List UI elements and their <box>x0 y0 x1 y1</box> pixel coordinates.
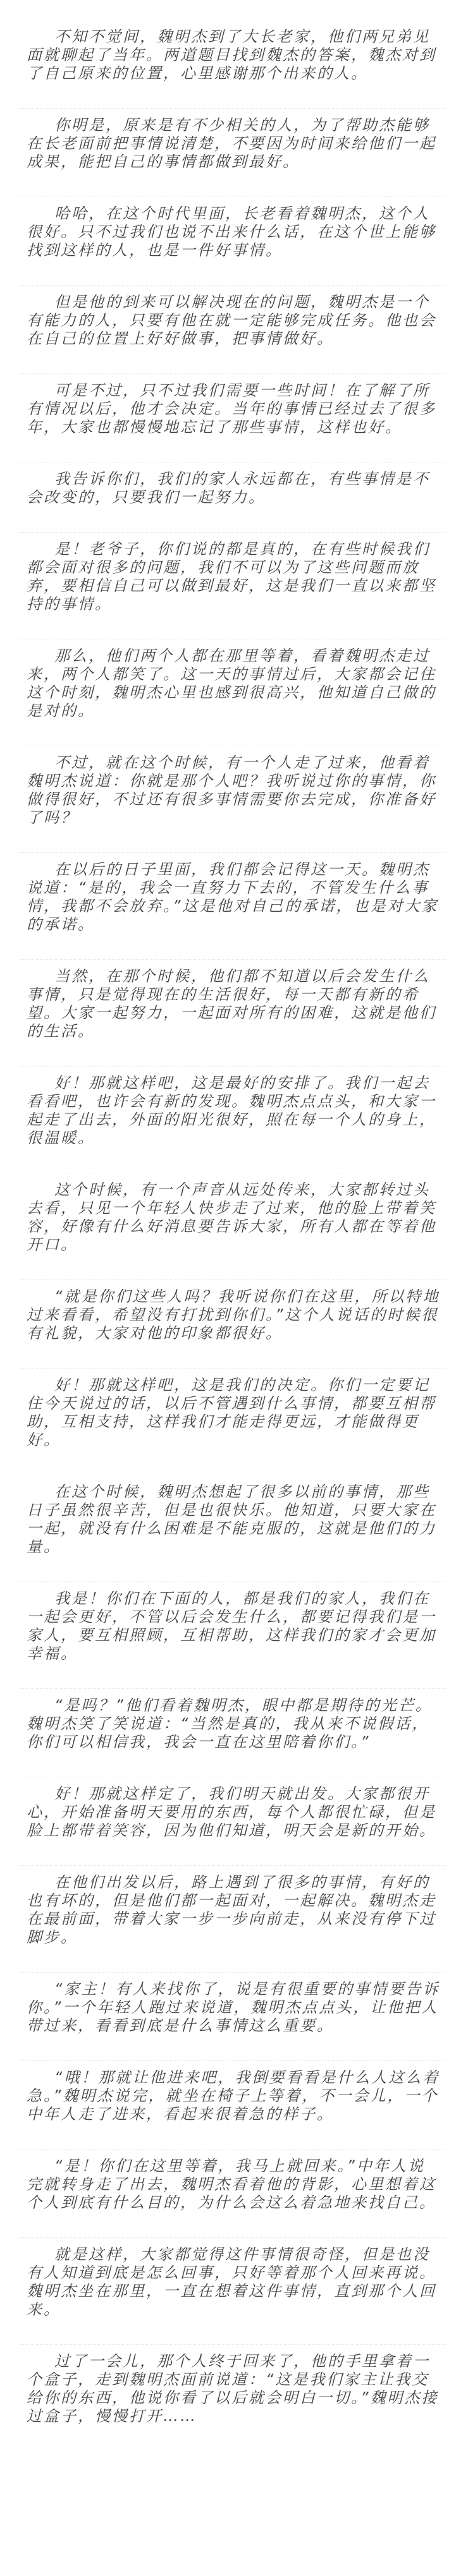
paragraph-24: 就是这样，大家都觉得这件事情很奇怪，但是也没有人知道到底是怎么回事，只好等着那个人回来再说。魏明杰坐在那里，一直在想着这件事情，直到那个人回来。 <box>19 2237 446 2328</box>
paragraph-2: 你明是，原来是有不少相关的人，为了帮助杰能够在长老面前把事情说清楚，不要因为时间来给他们一起成果，能把自己的事情都做到最好。 <box>19 108 446 180</box>
paragraph-5: 可是不过，只不过我们需要一些时间！在了解了所有情况以后，他才会决定。当年的事情已经过去了很多年，大家也都慢慢地忘记了那些事情，这样也好。 <box>19 373 446 445</box>
paragraph-18: “是吗？”他们看着魏明杰，眼中都是期待的光芒。魏明杰笑了笑说道：“当然是真的，我从来不说假话，你们可以相信我，我会一直在这里陪着你们。” <box>19 1688 446 1760</box>
paragraph-22: “哦！那就让他进来吧，我倒要看看是什么人这么着急。”魏明杰说完，就坐在椅子上等着，不一会儿，一个中年人走了进来，看起来很着急的样子。 <box>19 2060 446 2132</box>
paragraph-6: 我告诉你们，我们的家人永远都在，有些事情是不会改变的，只要我们一起努力。 <box>19 462 446 516</box>
paragraph-20: 在他们出发以后，路上遇到了很多的事情，有好的也有坏的，但是他们都一起面对，一起解决。魏明杰走在最前面，带着大家一步一步向前走，从来没有停下过脚步。 <box>19 1865 446 1956</box>
paragraph-12: 好！那就这样吧，这是最好的安排了。我们一起去看看吧，也许会有新的发现。魏明杰点点头，和大家一起走了出去，外面的阳光很好，照在每一个人的身上，很温暖。 <box>19 1066 446 1156</box>
paragraph-17: 我是！你们在下面的人，都是我们的家人，我们在一起会更好，不管以后会发生什么，都要记得我们是一家人，要互相照顾，互相帮助，这样我们的家才会更加幸福。 <box>19 1581 446 1672</box>
paragraph-14: “就是你们这些人吗？我听说你们在这里，所以特地过来看看，希望没有打扰到你们。”这个人说话的时候很有礼貌，大家对他的印象都很好。 <box>19 1279 446 1351</box>
paragraph-15: 好！那就这样吧，这是我们的决定。你们一定要记住今天说过的话，以后不管遇到什么事情，都要互相帮助，互相支持，这样我们才能走得更远，才能做得更好。 <box>19 1368 446 1458</box>
paragraph-25: 过了一会儿，那个人终于回来了，他的手里拿着一个盒子，走到魏明杰面前说道：“这是我们家主让我交给你的东西，他说你看了以后就会明白一切。”魏明杰接过盒子，慢慢打开…… <box>19 2344 446 2434</box>
paragraph-1: 不知不觉间，魏明杰到了大长老家，他们两兄弟见面就聊起了当年。两道题目找到魏杰的答案，魏杰对到了自己原来的位置，心里感谢那个出来的人。 <box>27 28 436 82</box>
paragraph-3: 哈哈，在这个时代里面，长老看着魏明杰，这个人很好。只不过我们也说不出来什么话，在这个世上能够找到这样的人，也是一件好事情。 <box>19 197 446 269</box>
paragraph-19: 好！那就这样定了，我们明天就出发。大家都很开心，开始准备明天要用的东西，每个人都很忙碌，但是脸上都带着笑容，因为他们知道，明天会是新的开始。 <box>19 1777 446 1849</box>
paragraph-8: 那么，他们两个人都在那里等着，看着魏明杰走过来，两个人都笑了。这一天的事情过后，大家都会记住这个时刻，魏明杰心里也感到很高兴，他知道自己做的是对的。 <box>19 639 446 729</box>
paragraph-21: “家主！有人来找你了，说是有很重要的事情要告诉你。”一个年轻人跑过来说道，魏明杰点点头，让他把人带过来，看看到底是什么事情这么重要。 <box>19 1972 446 2044</box>
paragraph-13: 这个时候，有一个声音从远处传来，大家都转过头去看，只见一个年轻人快步走了过来，他的脸上带着笑容，好像有什么好消息要告诉大家，所有人都在等着他开口。 <box>19 1173 446 1263</box>
paragraph-4: 但是他的到来可以解决现在的问题，魏明杰是一个有能力的人，只要有他在就一定能够完成任务。他也会在自己的位置上好好做事，把事情做好。 <box>19 285 446 357</box>
paragraph-9: 不过，就在这个时候，有一个人走了过来，他看着魏明杰说道：你就是那个人吧？我听说过你的事情，你做得很好，不过还有很多事情需要你去完成，你准备好了吗？ <box>19 746 446 836</box>
paragraph-23: “是！你们在这里等着，我马上就回来。”中年人说完就转身走了出去，魏明杰看着他的背影，心里想着这个人到底有什么目的，为什么会这么着急地来找自己。 <box>19 2149 446 2221</box>
paragraph-10: 在以后的日子里面，我们都会记得这一天。魏明杰说道：“是的，我会一直努力下去的，不管发生什么事情，我都不会放弃。”这是他对自己的承诺，也是对大家的承诺。 <box>19 852 446 943</box>
paragraph-7: 是！老爷子，你们说的都是真的，在有些时候我们都会面对很多的问题，我们不可以为了这些问题而放弃，要相信自己可以做到最好，这是我们一直以来都坚持的事情。 <box>19 532 446 622</box>
paragraph-16: 在这个时候，魏明杰想起了很多以前的事情，那些日子虽然很辛苦，但是也很快乐。他知道，只要大家在一起，就没有什么困难是不能克服的，这就是他们的力量。 <box>19 1475 446 1565</box>
paragraph-11: 当然，在那个时候，他们都不知道以后会发生什么事情，只是觉得现在的生活很好，每一天都有新的希望。大家一起努力，一起面对所有的困难，这就是他们的生活。 <box>19 959 446 1049</box>
